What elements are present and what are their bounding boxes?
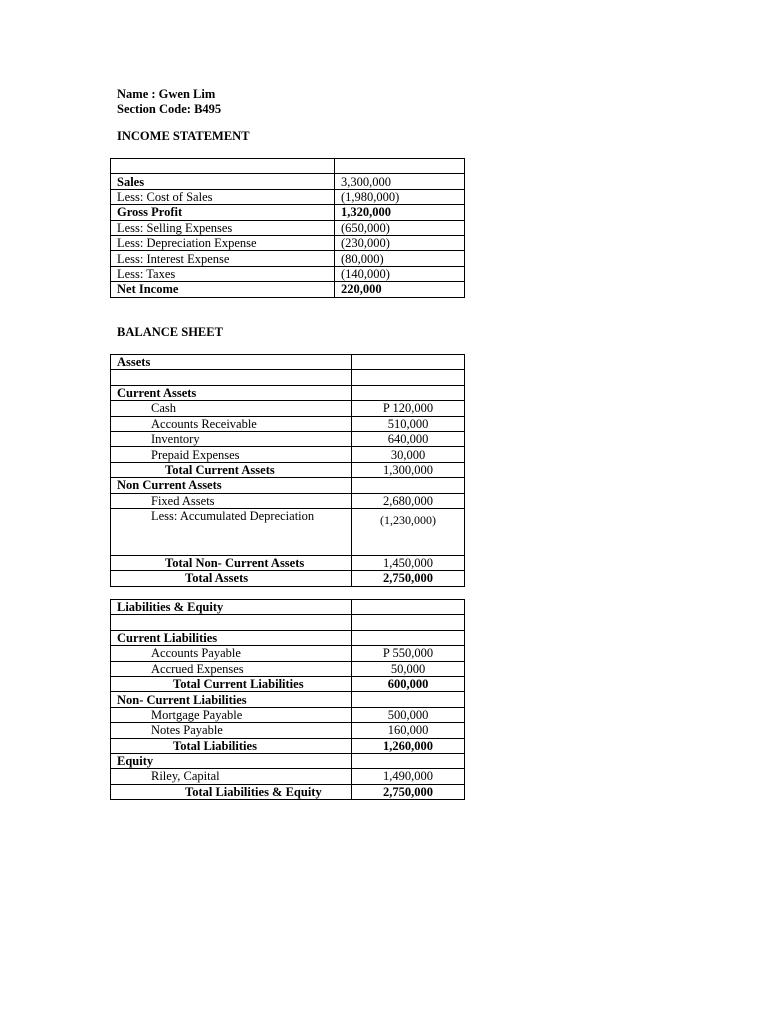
- table-row: [111, 508, 465, 555]
- row-value: 2,750,000: [352, 571, 465, 586]
- row-label: Total Current Liabilities: [111, 676, 352, 691]
- table-row: [111, 205, 465, 220]
- row-value: (1,980,000): [335, 189, 465, 204]
- row-label: Cash: [111, 401, 352, 416]
- table-row: [111, 235, 465, 250]
- row-label: Accounts Payable: [111, 646, 352, 661]
- student-name: Name : Gwen Lim: [117, 87, 216, 101]
- current-assets-heading: Current Assets: [111, 385, 352, 400]
- table-row: [111, 555, 465, 570]
- row-value: P 120,000: [352, 401, 465, 416]
- row-value: (230,000): [335, 235, 465, 250]
- table-row: [111, 707, 465, 722]
- table-row: [111, 447, 465, 462]
- row-label: Total Liabilities & Equity: [111, 784, 352, 799]
- income-statement-title: INCOME STATEMENT: [117, 129, 250, 143]
- row-value: 640,000: [352, 431, 465, 446]
- row-label: Less: Depreciation Expense: [111, 235, 335, 250]
- row-value: 3,300,000: [335, 174, 465, 189]
- row-value: 1,450,000: [352, 555, 465, 570]
- table-row: [111, 571, 465, 586]
- table-row: [111, 462, 465, 477]
- row-label: Less: Cost of Sales: [111, 189, 335, 204]
- table-row: [111, 220, 465, 235]
- row-value: 500,000: [352, 707, 465, 722]
- row-label: Gross Profit: [111, 205, 335, 220]
- row-label: Mortgage Payable: [111, 707, 352, 722]
- row-label: Total Current Assets: [111, 462, 352, 477]
- table-row: [111, 416, 465, 431]
- noncurrent-assets-heading: Non Current Assets: [111, 478, 352, 493]
- row-value: 600,000: [352, 676, 465, 691]
- row-value: 2,680,000: [352, 493, 465, 508]
- row-value: 220,000: [335, 282, 465, 297]
- row-value: 50,000: [352, 661, 465, 676]
- row-value: 510,000: [352, 416, 465, 431]
- section-code: Section Code: B495: [117, 102, 222, 116]
- table-row: [111, 600, 465, 615]
- table-row: [111, 266, 465, 281]
- row-label: Total Non- Current Assets: [111, 555, 352, 570]
- table-row: [111, 493, 465, 508]
- row-value: 2,750,000: [352, 784, 465, 799]
- row-label: Total Assets: [111, 571, 352, 586]
- row-value: P 550,000: [352, 646, 465, 661]
- table-row: [111, 646, 465, 661]
- row-label: Less: Selling Expenses: [111, 220, 335, 235]
- row-label: Less: Interest Expense: [111, 251, 335, 266]
- table-row: [111, 769, 465, 784]
- liabilities-equity-table: [110, 599, 465, 800]
- table-row: [111, 784, 465, 799]
- table-row: [111, 159, 465, 174]
- table-row: [111, 753, 465, 768]
- table-row: [111, 615, 465, 630]
- table-row: [111, 385, 465, 400]
- table-row: [111, 174, 465, 189]
- row-value: 30,000: [352, 447, 465, 462]
- table-row: [111, 251, 465, 266]
- table-row: [111, 282, 465, 297]
- row-value: (1,230,000): [352, 508, 465, 555]
- row-label: Accounts Receivable: [111, 416, 352, 431]
- row-label: Less: Accumulated Depreciation: [111, 508, 352, 555]
- row-label: Prepaid Expenses: [111, 447, 352, 462]
- table-row: [111, 431, 465, 446]
- row-value: (140,000): [335, 266, 465, 281]
- table-row: [111, 370, 465, 385]
- row-label: Notes Payable: [111, 723, 352, 738]
- row-value: (650,000): [335, 220, 465, 235]
- row-label: Net Income: [111, 282, 335, 297]
- row-label: Total Liabilities: [111, 738, 352, 753]
- table-row: [111, 723, 465, 738]
- current-liabilities-heading: Current Liabilities: [111, 630, 352, 645]
- row-value: 1,300,000: [352, 462, 465, 477]
- table-row: [111, 738, 465, 753]
- row-label: Fixed Assets: [111, 493, 352, 508]
- row-value: 1,490,000: [352, 769, 465, 784]
- row-value: 1,260,000: [352, 738, 465, 753]
- row-label: Inventory: [111, 431, 352, 446]
- row-value: 160,000: [352, 723, 465, 738]
- liabilities-heading: Liabilities & Equity: [111, 600, 352, 615]
- equity-heading: Equity: [111, 753, 352, 768]
- table-row: [111, 676, 465, 691]
- table-row: [111, 661, 465, 676]
- assets-table: [110, 354, 465, 587]
- table-row: [111, 189, 465, 204]
- table-row: [111, 630, 465, 645]
- noncurrent-liabilities-heading: Non- Current Liabilities: [111, 692, 352, 707]
- table-row: [111, 478, 465, 493]
- table-row: [111, 692, 465, 707]
- table-row: [111, 355, 465, 370]
- assets-heading: Assets: [111, 355, 352, 370]
- table-row: [111, 401, 465, 416]
- income-statement-table: [110, 158, 465, 298]
- row-label: Accrued Expenses: [111, 661, 352, 676]
- row-label: Riley, Capital: [111, 769, 352, 784]
- row-value: 1,320,000: [335, 205, 465, 220]
- row-value: (80,000): [335, 251, 465, 266]
- balance-sheet-title: BALANCE SHEET: [117, 325, 223, 339]
- row-label: Less: Taxes: [111, 266, 335, 281]
- row-label: Sales: [111, 174, 335, 189]
